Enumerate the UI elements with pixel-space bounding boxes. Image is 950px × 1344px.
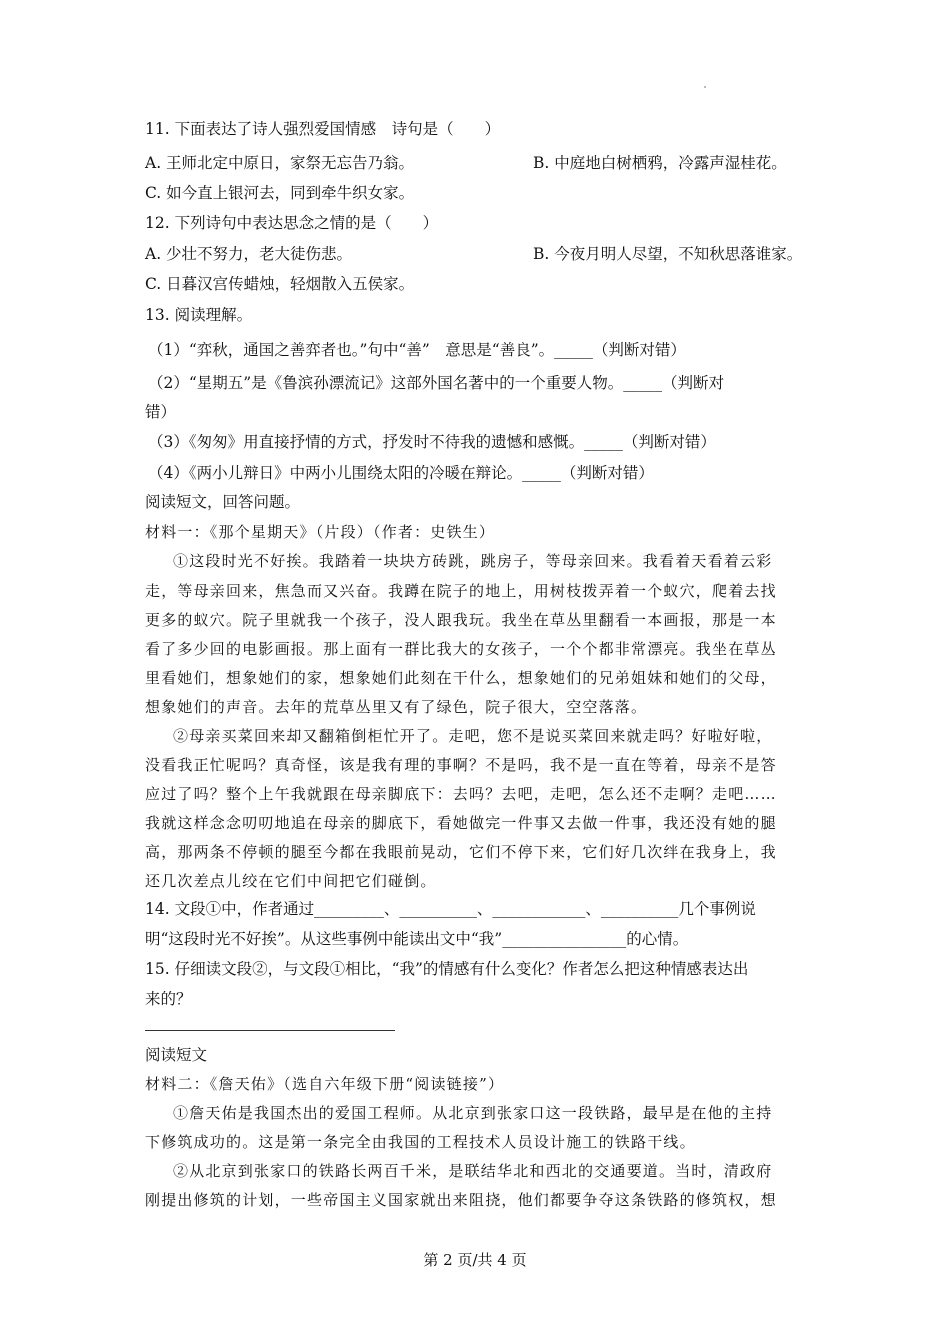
scan-dot — [704, 86, 706, 88]
q13-stem: 13. 阅读理解。 — [145, 306, 253, 324]
reading1-p1-line: 更多的蚁穴。院子里就我一个孩子，没人跟我玩。我坐在草丛里翻看一本画报，那是一本 — [145, 611, 777, 629]
q14-line: 14. 文段①中，作者通过_________、__________、____________、__________几个事例说 — [145, 900, 756, 918]
reading1-p2-line: ②母亲买菜回来却又翻箱倒柜忙开了。走吧，您不是说买菜回来就走吗？好啦好啦， — [173, 727, 773, 745]
q13-item-1: （1）“弈秋，通国之善弈者也。”句中“善” 意思是“善良”。_____（判断对错） — [148, 341, 686, 359]
q13-item-4: （4）《两小儿辩日》中两小儿围绕太阳的冷暖在辩论。_____（判断对错） — [148, 464, 654, 482]
reading2-p1-line: 下修筑成功的。这是第一条完全由我国的工程技术人员设计施工的铁路干线。 — [145, 1133, 696, 1151]
reading1-p2-line: 高，那两条不停顿的腿至今都在我眼前晃动，它们不停下来，它们好几次绊在我身上，我 — [145, 843, 777, 861]
q11-stem: 11. 下面表达了诗人强烈爱国情感 诗句是（ ） — [145, 120, 501, 138]
reading2-source: 材料二：《詹天佑》（选自六年级下册“阅读链接”） — [145, 1075, 505, 1093]
reading1-p1-line: 想象她们的声音。去年的荒草丛里又有了绿色，院子很大，空空落落。 — [145, 698, 648, 716]
q13-item-2-cont: 错） — [145, 403, 177, 421]
q12-option-b: B. 今夜月明人尽望，不知秋思落谁家。 — [533, 245, 803, 263]
reading1-p2-line: 没看我正忙呢吗？真奇怪，该是我有理的事啊？不是吗，我不是一直在等着，母亲不是答 — [145, 756, 777, 774]
reading2-p1-line: ①詹天佑是我国杰出的爱国工程师。从北京到张家口这一段铁路，最早是在他的主持 — [173, 1104, 773, 1122]
reading1-source: 材料一：《那个星期天》（片段）（作者：史铁生） — [145, 523, 496, 541]
reading2-p2-line: ②从北京到张家口的铁路长两百千米，是联结华北和西北的交通要道。当时，清政府 — [173, 1162, 773, 1180]
q15-line: 来的？ — [145, 990, 192, 1008]
reading1-p2-line: 应过了吗？整个上午我就跟在母亲脚底下：去吗？去吧，走吧，怎么还不走啊？走吧…… — [145, 785, 777, 803]
q11-option-b: B. 中庭地白树栖鸦，冷露声湿桂花。 — [533, 154, 787, 172]
q11-option-c: C. 如今直上银河去，同到牵牛织女家。 — [145, 184, 415, 202]
q14-line: 明“这段时光不好挨”。从这些事例中能读出文中“我”________________的心情。 — [145, 930, 689, 948]
reading2-p2-line: 刚提出修筑的计划，一些帝国主义国家就出来阻挠，他们都要争夺这条铁路的修筑权，想 — [145, 1191, 777, 1209]
page-footer: 第 2 页/共 4 页 — [423, 1251, 527, 1269]
reading1-p1-line: 看了多少回的电影画报。那上面有一群比我大的女孩子，一个个都非常漂亮。我坐在草丛 — [145, 640, 777, 658]
reading1-intro: 阅读短文，回答问题。 — [145, 493, 301, 511]
reading1-p2-line: 还几次差点儿绞在它们中间把它们碰倒。 — [145, 872, 437, 890]
q12-option-c: C. 日暮汉宫传蜡烛，轻烟散入五侯家。 — [145, 275, 415, 293]
q13-item-2: （2）“星期五”是《鲁滨孙漂流记》这部外国名著中的一个重要人物。_____（判断对 — [148, 374, 724, 392]
reading1-p1-line: 里看她们，想象她们的家，想象她们此刻在干什么，想象她们的兄弟姐妹和她们的父母， — [145, 669, 777, 687]
q13-item-3: （3）《匆匆》用直接抒情的方式，抒发时不待我的遗憾和感慨。_____（判断对错） — [148, 433, 716, 451]
q12-option-a: A. 少壮不努力，老大徒伤悲。 — [145, 245, 353, 263]
q12-stem: 12. 下列诗句中表达思念之情的是（ ） — [145, 214, 439, 232]
reading1-p2-line: 我就这样念念叨叨地追在母亲的脚底下，看她做完一件事又去做一件事，我还没有她的腿 — [145, 814, 777, 832]
q15-line: 15. 仔细读文段②，与文段①相比，“我”的情感有什么变化？作者怎么把这种情感表达出 — [145, 960, 749, 978]
answer-rule — [145, 1030, 395, 1031]
reading1-p1-line: 走，等母亲回来，焦急而又兴奋。我蹲在院子的地上，用树枝拨弄着一个蚁穴，爬着去找 — [145, 582, 777, 600]
reading2-intro: 阅读短文 — [145, 1046, 208, 1064]
reading1-p1-line: ①这段时光不好挨。我踏着一块块方砖跳，跳房子，等母亲回来。我看着天看着云彩 — [173, 552, 773, 570]
q11-option-a: A. 王师北定中原日，家祭无忘告乃翁。 — [145, 154, 415, 172]
